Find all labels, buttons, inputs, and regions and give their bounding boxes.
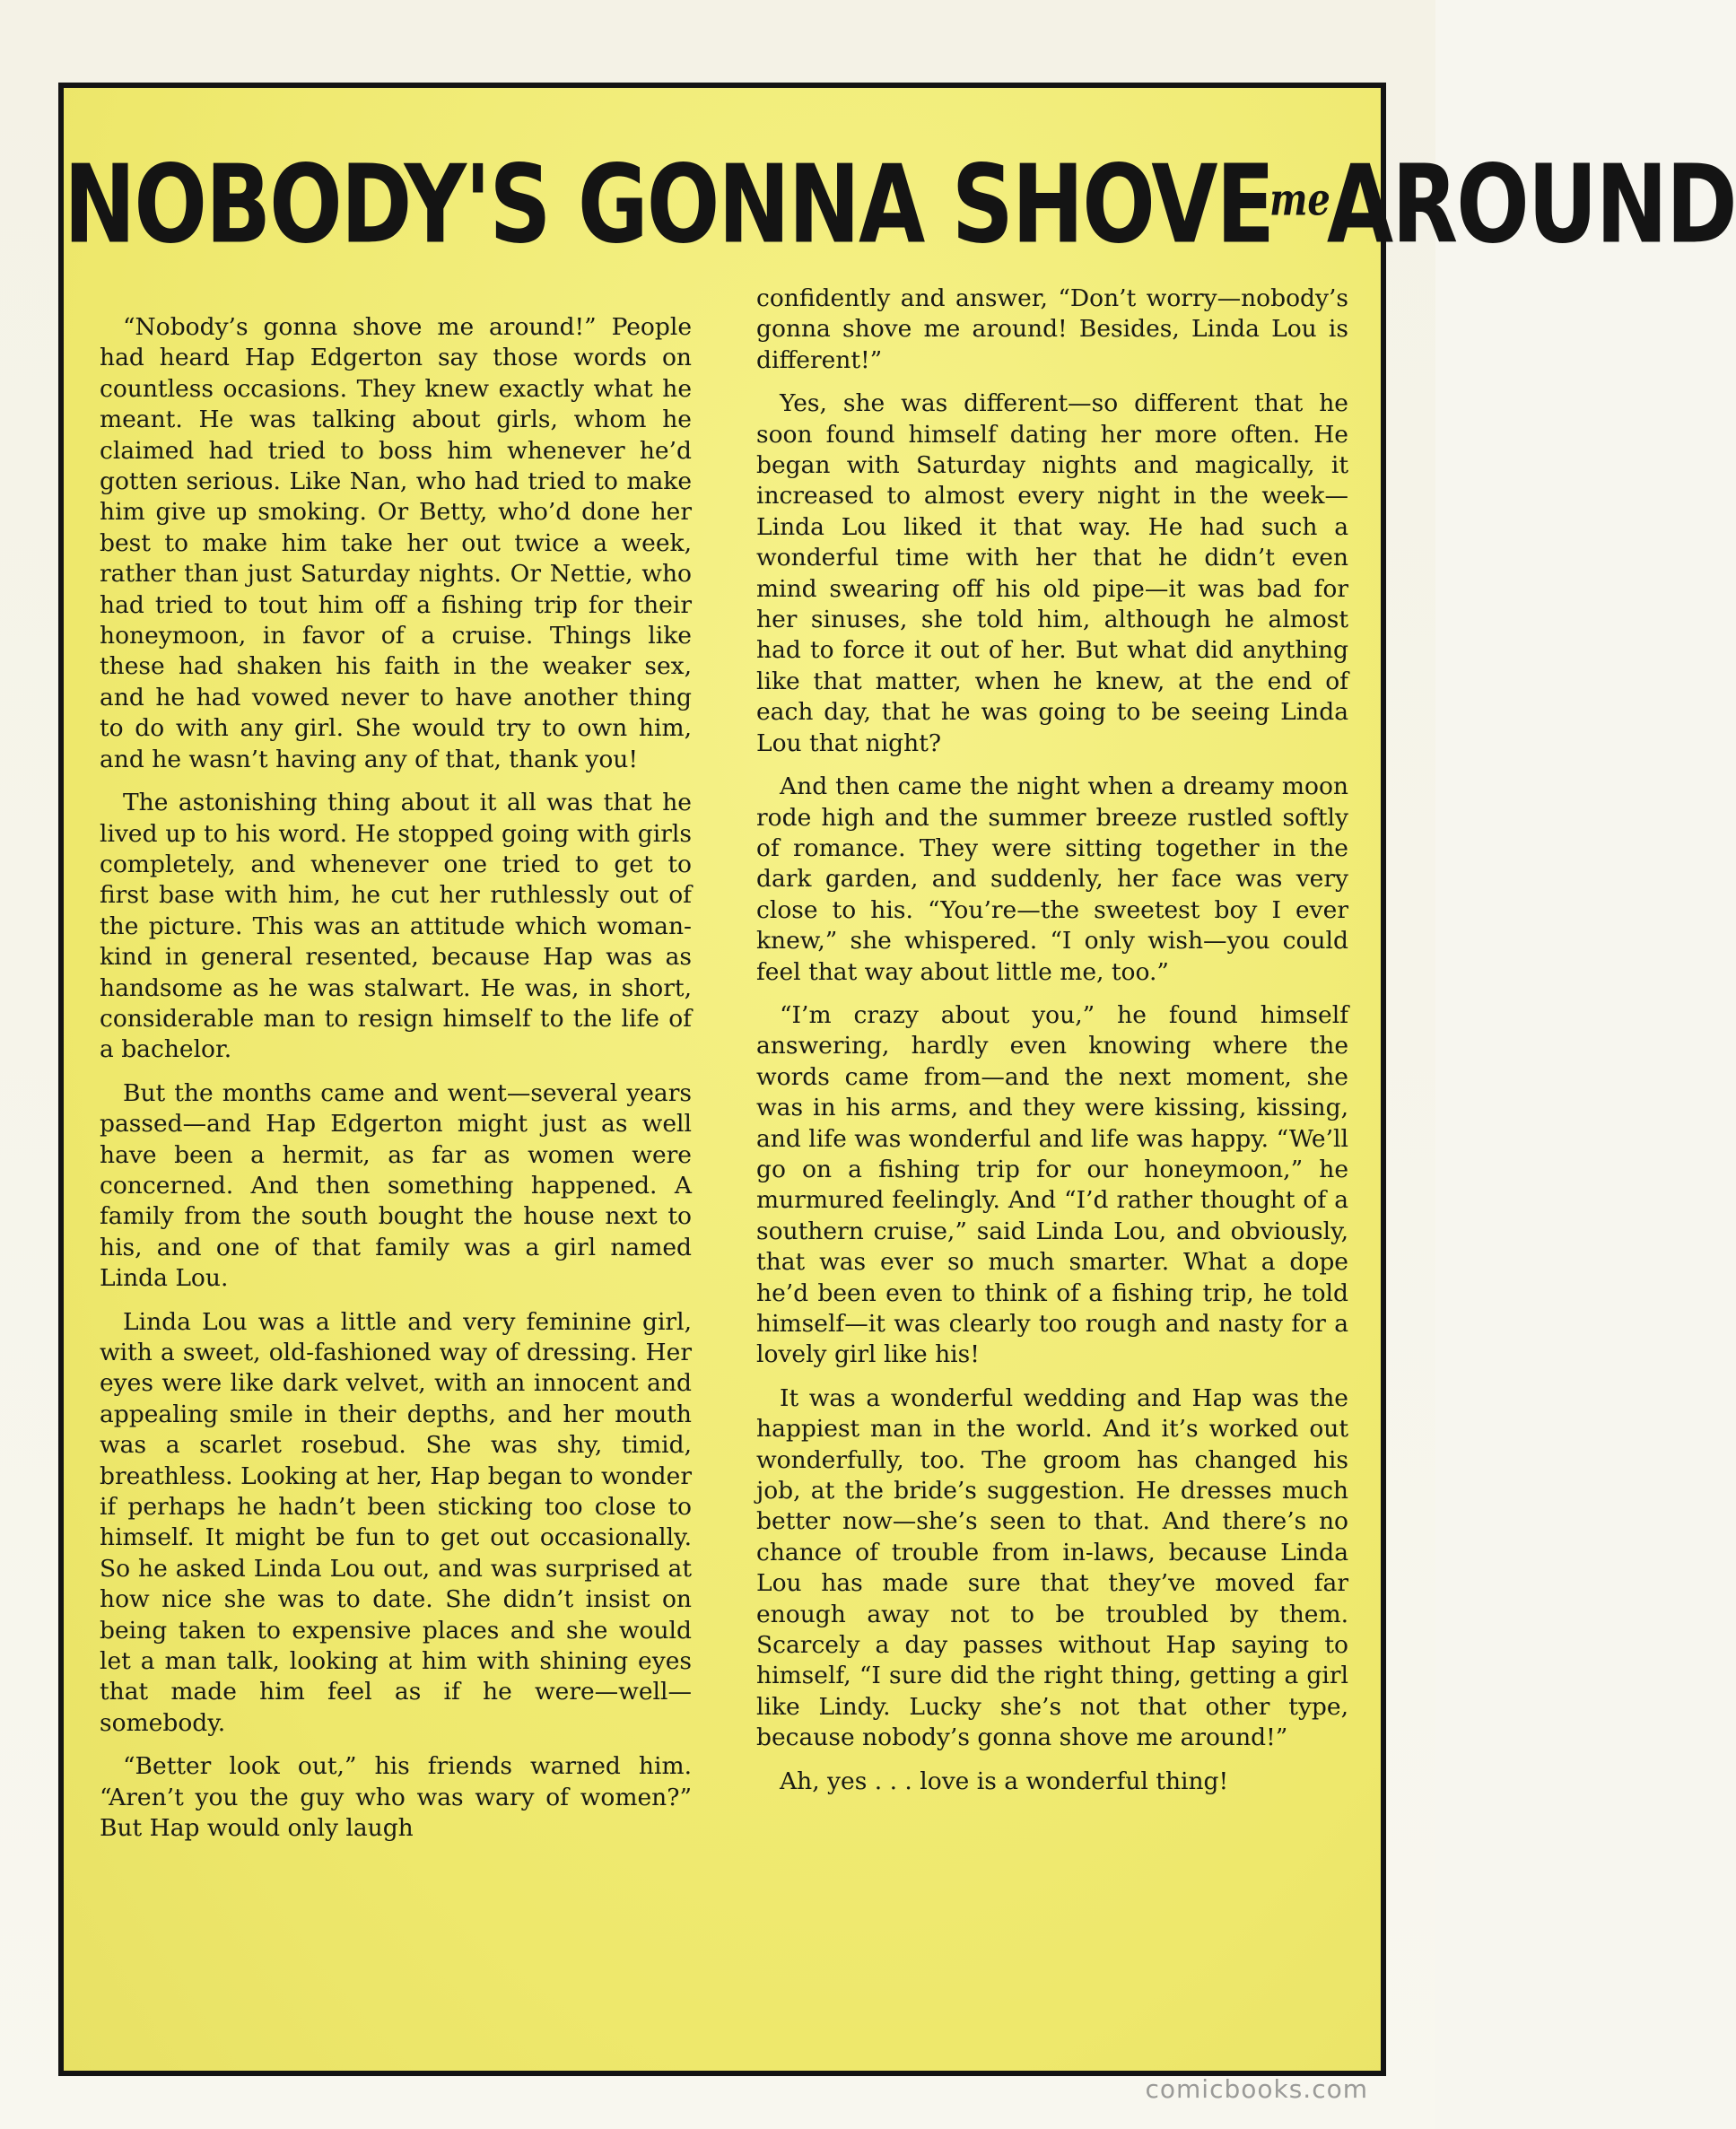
paragraph: Linda Lou was a little and very feminine girl, with a sweet, old-fashioned way of dressing. Her eyes were like dark velvet, with an innocent and appealing smile in their depths, and her mouth was a scarlet rosebud. She was shy, timid, breathless. Looking at her, Hap began to wonder if perhaps he hadn’t been sticking too close to himself. It might be fun to get out occasionally. So he asked Linda Lou out, and was surprised at how nice she was to date. She didn’t insist on being taken to expensive places and she would let a man talk, looking at him with shining eyes that made him feel as if he were—well—somebody. — [100, 1307, 692, 1737]
left-column — [100, 312, 692, 1857]
paragraph: “Better look out,” his friends warned him. “Aren’t you the guy who was wary of women?” But Hap would only laugh — [100, 1752, 692, 1843]
right-column — [756, 284, 1348, 1810]
paragraph: It was a wonderful wedding and Hap was the happiest man in the world. And it’s worked out wonderfully, too. The groom has changed his job, at the bride’s suggestion. He dresses much better now—she’s seen to that. And there’s no chance of trouble from in-laws, because Linda Lou has made sure that they’ve moved far enough away not to be troubled by them. Scarcely a day passes without Hap saying to himself, “I sure did the right thing, getting a girl like Lindy. Lucky she’s not that other type, because nobody’s gonna shove me around!” — [756, 1383, 1348, 1752]
title-part-2: AROUND — [1326, 142, 1736, 267]
paragraph: Ah, yes . . . love is a wonderful thing! — [780, 1767, 1229, 1795]
watermark: comicbooks.com — [1145, 2074, 1368, 2104]
paragraph: And then came the night when a dreamy moon rode high and the summer breeze rustled softly of romance. They were sitting together in the dark garden, and suddenly, her face was very close to his. “You’re—the sweetest boy I ever knew,” she whispered. “I only wish—you could feel that way about little me, too.” — [756, 772, 1348, 986]
paragraph: Yes, she was different—so different that he soon found himself dating her more often. He began with Saturday nights and magically, it increased to almost every night in the week—Linda Lou liked it that way. He had such a wonderful time with her that he didn’t even mind swearing off his old pipe—it was bad for her sinuses, she told him, although he almost had to force it out of her. But what did anything like that matter, when he knew, at the end of each day, that he was going to be seeing Linda Lou that night? — [756, 389, 1348, 757]
paragraph: The astonishing thing about it all was that he lived up to his word. He stopped going with girls completely, and whenever one tried to get to first base with him, he cut her ruthlessly out of the picture. This was an attitude which woman-kind in general resented, because Hap was as handsome as he was stalwart. He was, in short, considerable man to resign himself to the life of a bachelor. — [100, 789, 692, 1064]
title-part-1: NOBODY'S GONNA SHOVE — [64, 142, 1274, 267]
paragraph: “I’m crazy about you,” he found himself answering, hardly even knowing where the words came from—and the next moment, she was in his arms, and they were kissing, kissing, and life was wonderful and life was happy. “We’ll go on a fishing trip for our honeymoon,” he murmured feelingly. And “I’d rather thought of a southern cruise,” said Linda Lou, and obviously, that was ever so much smarter. What a dope he’d been even to think of a fishing trip, he told himself—it was clearly too rough and nasty for a lovely girl like his! — [756, 1000, 1348, 1369]
paragraph: But the months came and went—several years passed—and Hap Edgerton might just as well have been a hermit, as far as women were concerned. And then something happened. A family from the south bought the house next to his, and one of that family was a girl named Linda Lou. — [100, 1078, 692, 1293]
title-me: me — [1269, 173, 1330, 226]
paragraph: “Nobody’s gonna shove me around!” People had heard Hap Edgerton say those words on countless occasions. They knew exactly what he meant. He was talking about girls, whom he claimed had tried to boss him whenever he’d gotten serious. Like Nan, who had tried to make him give up smoking. Or Betty, who’d done her best to make him take her out twice a week, rather than just Saturday nights. Or Nettie, who had tried to tout him off a fishing trip for their honeymoon, in favor of a cruise. Things like these had shaken his faith in the weaker sex, and he had vowed never to have another thing to do with any girl. She would try to own him, and he wasn’t having any of that, thank you! — [100, 313, 692, 773]
story-panel — [58, 83, 1736, 2076]
paragraph: confidently and answer, “Don’t worry—nobody’s gonna shove me around! Besides, Linda Lou is different!” — [756, 284, 1348, 374]
story-title — [64, 142, 1736, 267]
